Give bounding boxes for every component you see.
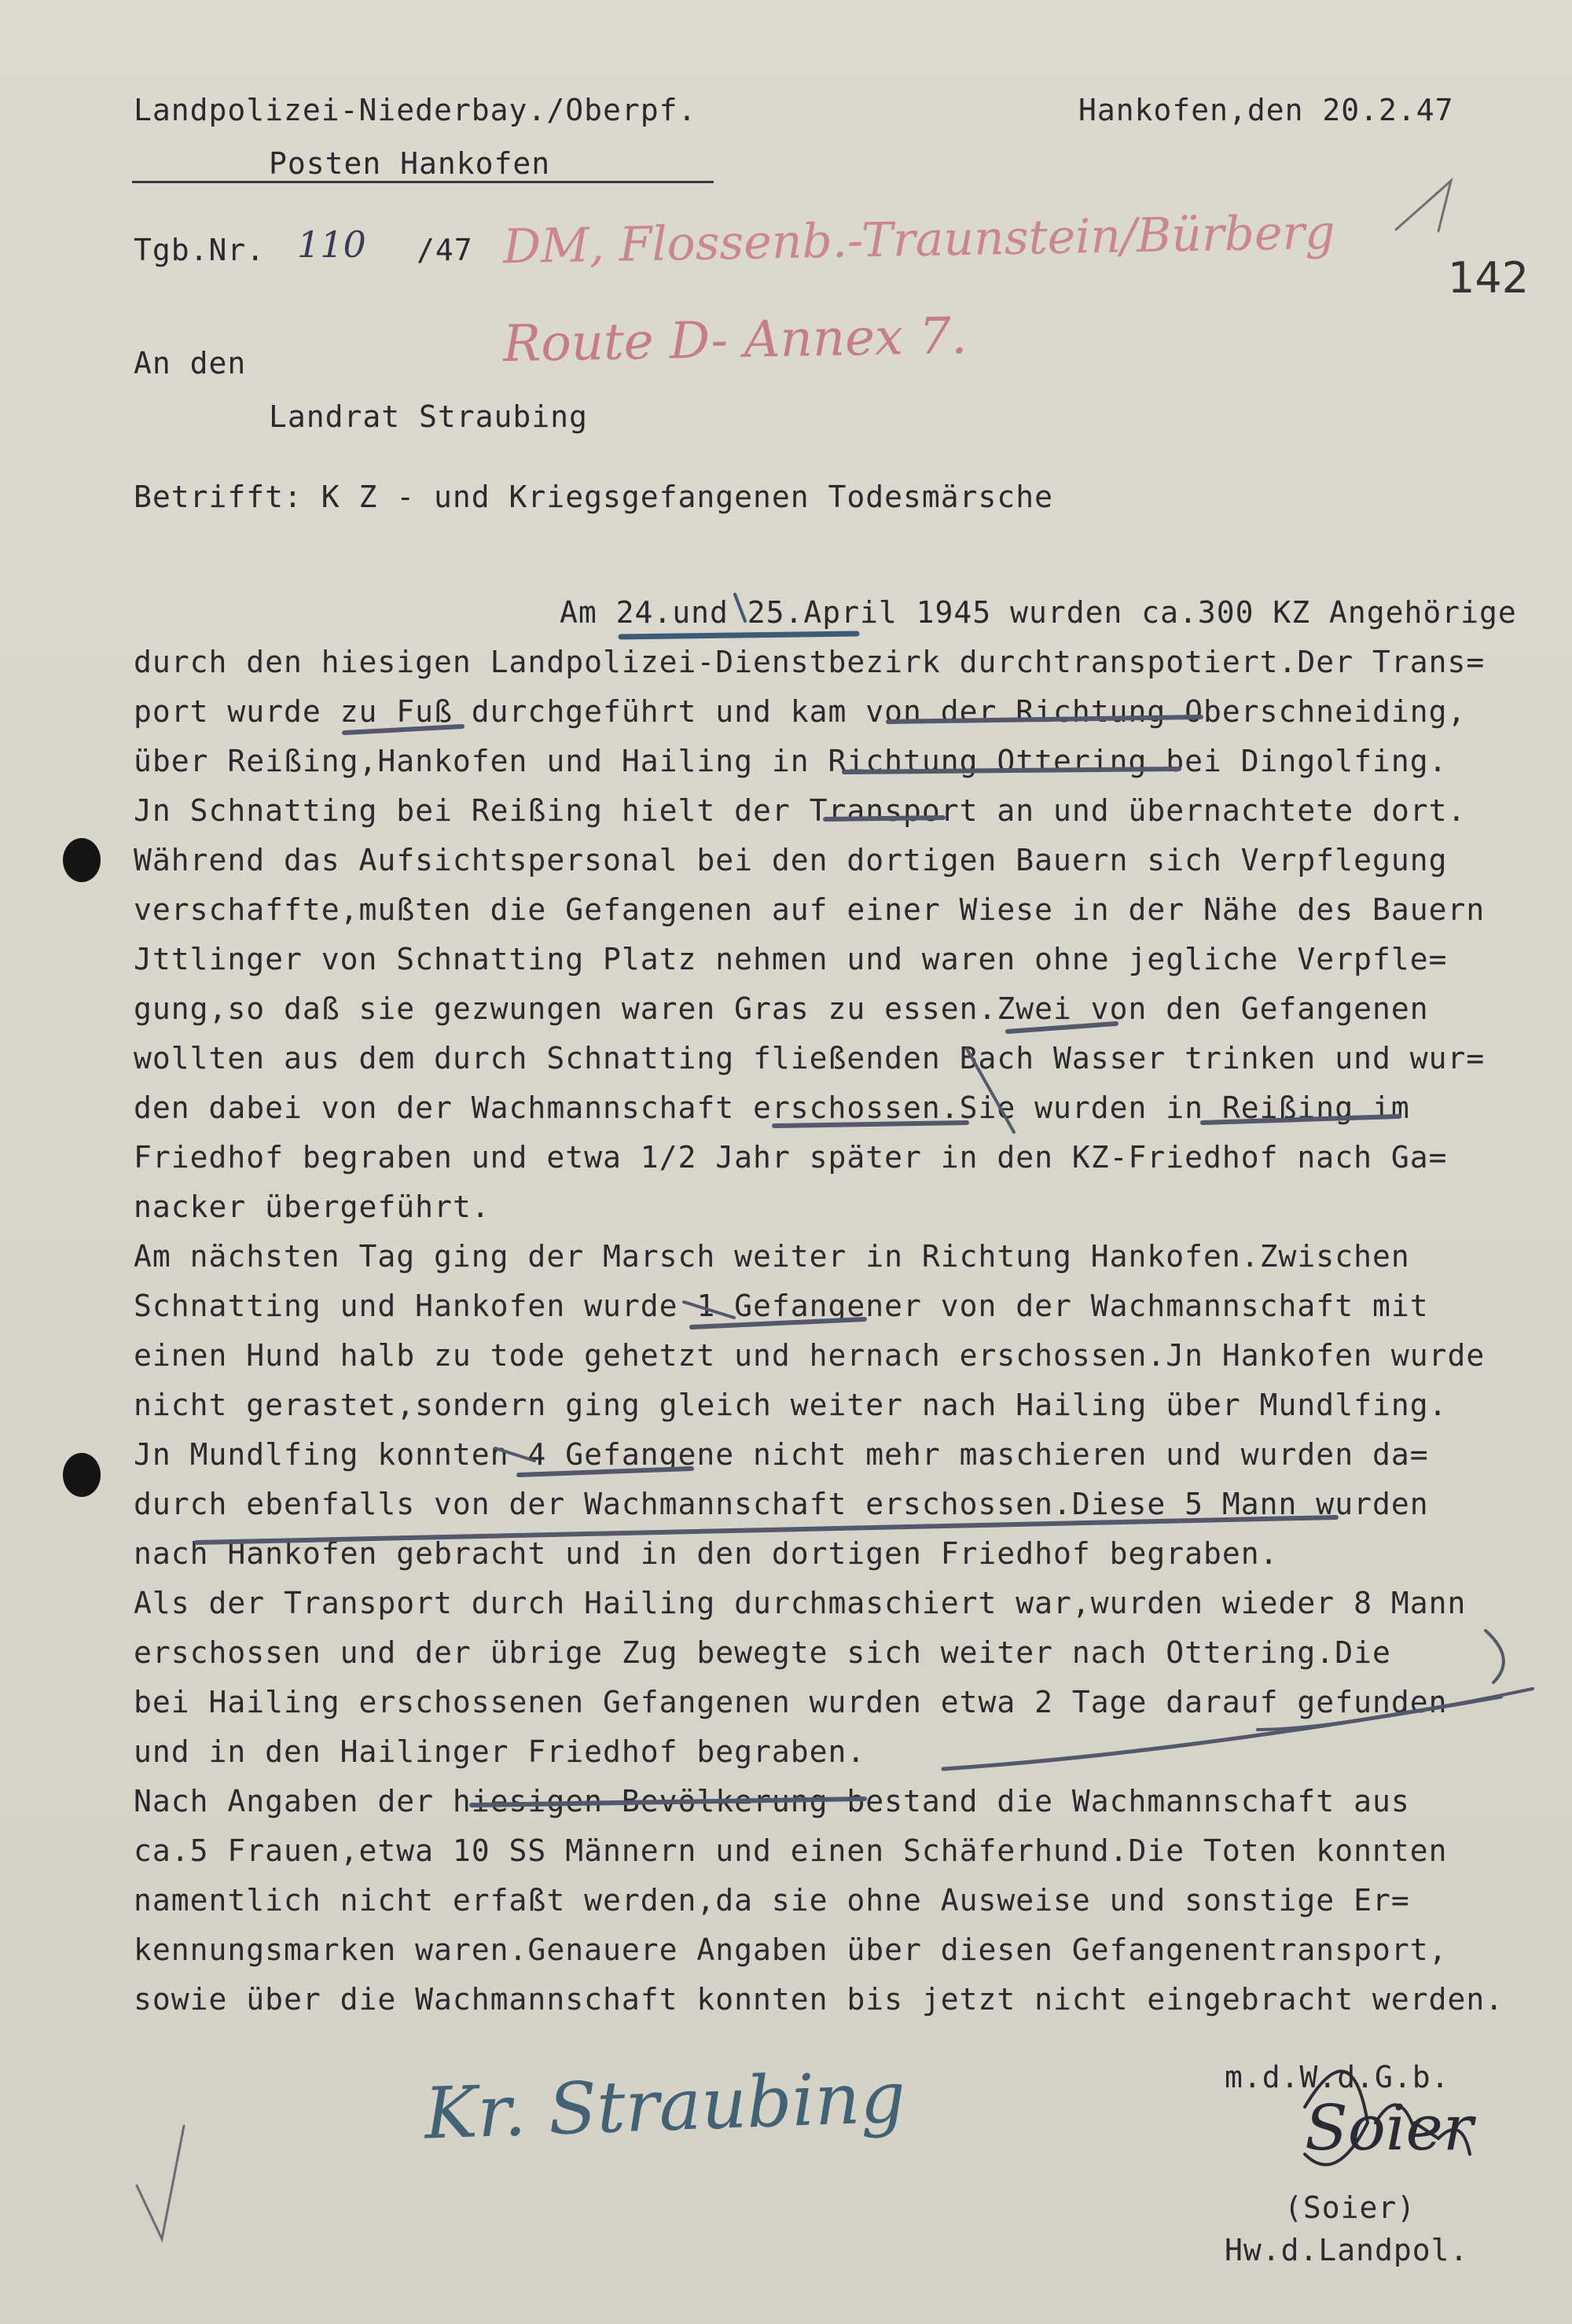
body-line: über Reißing,Hankofen und Hailing in Richtung Ottering bei Dingolfing. xyxy=(134,744,1448,778)
body-line: kennungsmarken waren.Genauere Angaben über diesen Gefangenentransport, xyxy=(134,1932,1448,1967)
blue-underline-dates xyxy=(621,634,857,637)
arrow-four xyxy=(495,1448,534,1461)
bracket-bach xyxy=(967,1049,1014,1132)
check-mark xyxy=(137,2126,184,2239)
body-line: Am nächsten Tag ging der Marsch weiter in Richtung Hankofen.Zwischen xyxy=(134,1239,1410,1274)
corner-pencil-mark xyxy=(1396,181,1451,231)
body-line: Jn Schnatting bei Reißing hielt der Transport an und übernachtete dort. xyxy=(134,793,1467,828)
recipient-prefix: An den xyxy=(134,346,247,381)
body-line: Jn Mundlfing konnten 4 Gefangene nicht mehr maschieren und wurden da= xyxy=(134,1437,1429,1472)
underline-ottering xyxy=(844,769,1179,772)
body-line: ca.5 Frauen,etwa 10 SS Männern und einen Schäferhund.Die Toten konnten xyxy=(134,1833,1448,1868)
underline-transport xyxy=(825,818,943,819)
tgb-year: /47 xyxy=(417,233,473,267)
organization-name: Landpolizei-Niederbay./Oberpf. xyxy=(134,93,697,127)
body-line: Am 24.und 25.April 1945 wurden ca.300 KZ Angehörige xyxy=(560,595,1517,630)
connector-line-2 xyxy=(1258,1689,1533,1730)
underline-gefangene xyxy=(519,1469,692,1475)
page-number: 142 xyxy=(1448,253,1530,303)
body-line: nicht gerastet,sondern ging gleich weiter nach Hailing über Mundlfing. xyxy=(134,1388,1448,1422)
body-line: Jttlinger von Schnatting Platz nehmen und waren ohne jegliche Verpfle= xyxy=(134,942,1448,976)
underline-erschossen xyxy=(774,1123,967,1126)
red-pencil-annotation-line1: DM, Flossenb.-Traunstein/Bürberg xyxy=(502,204,1336,275)
body-line: Schnatting und Hankofen wurde 1 Gefangener von der Wachmannschaft mit xyxy=(134,1289,1429,1323)
body-line: namentlich nicht erfaßt werden,da sie ohne Ausweise und sonstige Er= xyxy=(134,1883,1410,1918)
underline-gefangener xyxy=(692,1319,865,1327)
body-line: verschaffte,mußten die Gefangenen auf einer Wiese in der Nähe des Bauern xyxy=(134,892,1486,927)
recipient-name: Landrat Straubing xyxy=(269,399,588,434)
body-line: durch den hiesigen Landpolizei-Dienstbezirk durchtranspotiert.Der Trans= xyxy=(134,645,1486,679)
underline-zwei xyxy=(1008,1024,1116,1031)
blue-handwritten-note: Kr. Straubing xyxy=(423,2056,907,2156)
body-line: Während das Aufsichtspersonal bei den dortigen Bauern sich Verpflegung xyxy=(134,843,1448,877)
body-line: Als der Transport durch Hailing durchmaschiert war,wurden wieder 8 Mann xyxy=(134,1586,1467,1620)
body-line: nach Hankofen gebracht und in den dortigen Friedhof begraben. xyxy=(134,1536,1279,1571)
body-line: bei Hailing erschossenen Gefangenen wurden etwa 2 Tage darauf gefunden xyxy=(134,1685,1448,1719)
body-line: nacker übergeführt. xyxy=(134,1190,490,1224)
signatory-rank: Hw.d.Landpol. xyxy=(1225,2233,1469,2267)
post-name: Posten Hankofen xyxy=(269,146,551,181)
body-line: erschossen und der übrige Zug bewegte sich weiter nach Ottering.Die xyxy=(134,1635,1391,1670)
body-line: wollten aus dem durch Schnatting fließenden Bach Wasser trinken und wur= xyxy=(134,1041,1486,1076)
underline-richtung xyxy=(888,717,1201,722)
underline-diese-mann xyxy=(196,1517,1336,1543)
body-line: durch ebenfalls von der Wachmannschaft erschossen.Diese 5 Mann wurden xyxy=(134,1487,1429,1521)
signatory-name: (Soier) xyxy=(1284,2190,1416,2225)
red-pencil-annotation-line2: Route D- Annex 7. xyxy=(502,307,968,374)
body-line: port wurde zu Fuß durchgeführt und kam von der Richtung Oberschneiding, xyxy=(134,694,1467,729)
underline-reissing xyxy=(1203,1116,1399,1123)
bracket-right xyxy=(1486,1631,1504,1682)
body-line: sowie über die Wachmannschaft konnten bis jetzt nicht eingebracht werden. xyxy=(134,1982,1504,2017)
body-line: und in den Hailinger Friedhof begraben. xyxy=(134,1734,866,1769)
subject-line: Betrifft: K Z - und Kriegsgefangenen Todesmärsche xyxy=(134,480,1054,514)
body-line: gung,so daß sie gezwungen waren Gras zu essen.Zwei von den Gefangenen xyxy=(134,991,1429,1026)
underline-zu-fuss xyxy=(344,726,462,733)
body-line: einen Hund halb zu tode gehetzt und hernach erschossen.Jn Hankofen wurde xyxy=(134,1338,1486,1373)
underline-bevoelkerung xyxy=(472,1799,865,1805)
blue-tick xyxy=(735,594,745,621)
tgb-number-handwritten: 110 xyxy=(297,223,366,266)
body-line: Nach Angaben der hiesigen Bevölkerung bestand die Wachmannschaft aus xyxy=(134,1784,1410,1818)
signature-handwritten: Soier xyxy=(1305,2091,1474,2164)
body-line: Friedhof begraben und etwa 1/2 Jahr später in den KZ-Friedhof nach Ga= xyxy=(134,1140,1448,1175)
arrow-one xyxy=(684,1302,734,1318)
body-line: den dabei von der Wachmannschaft erschossen.Sie wurden in Reißing im xyxy=(134,1090,1410,1125)
connector-line xyxy=(943,1697,1501,1769)
place-date: Hankofen,den 20.2.47 xyxy=(1078,93,1454,127)
tgb-label: Tgb.Nr. xyxy=(134,233,266,267)
signature-abbrev: m.d.W.d.G.b. xyxy=(1225,2060,1450,2094)
